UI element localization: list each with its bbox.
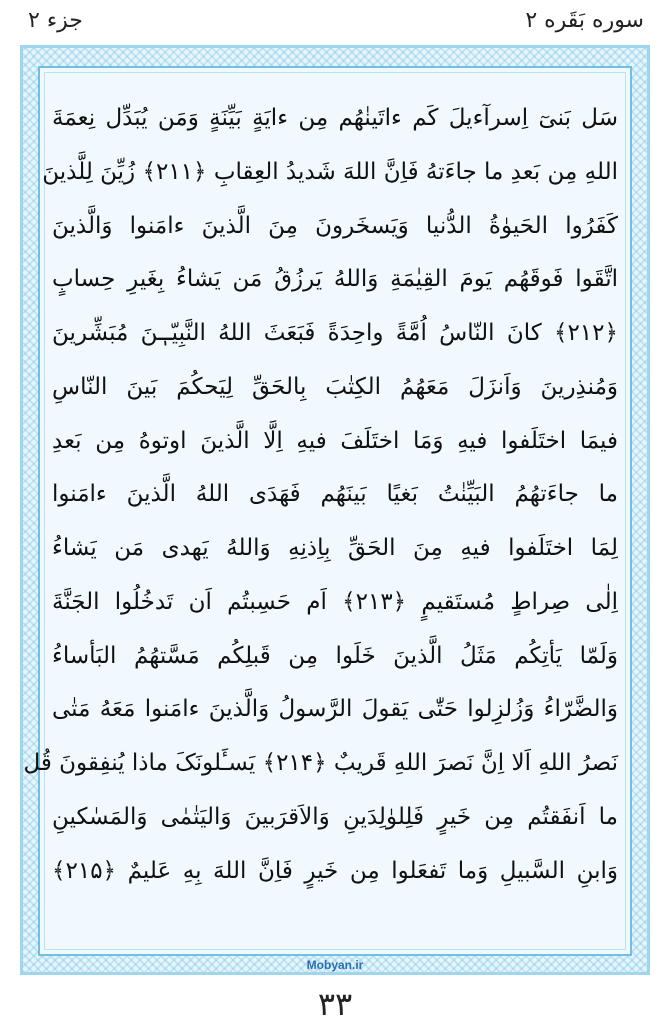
verse-line: اتَّقَوا فَوقَهُم یَومَ القِیٰمَةِ وَاللهُ یَرزُقُ مَن یَشاءُ بِغَیرِ حِسابٍ [52,266,618,293]
juz-label: جزء ۲ [28,8,83,33]
verse-line: ما اَنفَقتُم مِن خَیرٍ فَلِلوٰلِدَینِ وَالاَقرَبینَ وَالیَتٰمٰی وَالمَسٰکینِ [52,803,618,830]
verse-line: فیمَا اختَلَفوا فیهِ وَمَا اختَلَفَ فیهِ اِلَّا الَّذینَ اوتوهُ مِن بَعدِ [52,427,618,454]
verse-line: وَمُنذِرینَ وَاَنزَلَ مَعَهُمُ الکِتٰبَ بِالحَقِّ لِیَحکُمَ بَینَ النّاسِ [52,373,618,400]
verse-line: اللهِ مِن بَعدِ ما جاءَتهُ فَاِنَّ اللهَ شَدیدُ العِقابِ ﴿۲۱۱﴾ زُیِّنَ لِلَّذینَ [42,158,618,185]
verse-line: ﴿۲۱۲﴾ کانَ النّاسُ اُمَّةً واحِدَةً فَبَعَثَ اللهُ النَّبِیّـٖنَ مُبَشِّرینَ [52,320,618,346]
verse-line: سَل بَنیٓ اِسرآءیلَ کَم ءاتَینٰهُم مِن ءایَةٍ بَیِّنَةٍ وَمَن یُبَدِّل نِعمَةَ [52,105,618,131]
verse-line: ما جاءَتهُمُ البَیِّنٰتُ بَغیًا بَینَهُم فَهَدَی اللهُ الَّذینَ ءامَنوا [52,481,618,508]
surah-label: سوره بَقَره ۲ [525,8,644,33]
verse-line: وَلَمّا یَأتِکُم مَثَلُ الَّذینَ خَلَوا مِن قَبلِکُم مَسَّتهُمُ البَأساءُ [52,642,618,669]
verse-line: اِلٰی صِراطٍ مُستَقیمٍ ﴿۲۱۳﴾ اَم حَسِبتُم اَن تَدخُلُوا الجَنَّةَ [52,588,618,615]
verse-line: لِمَا اختَلَفوا فیهِ مِنَ الحَقِّ بِاِذنِهِ وَاللهُ یَهدی مَن یَشاءُ [52,535,618,561]
verse-line: کَفَرُوا الحَیوٰةُ الدُّنیا وَیَسخَرونَ مِنَ الَّذینَ ءامَنوا وَالَّذینَ [52,212,618,239]
page-number: ۳۳ [317,985,353,1023]
watermark-text: Mobyan.ir [306,958,364,972]
verse-line: نَصرُ اللهِ اَلا اِنَّ نَصرَ اللهِ قَریبٌ ﴿۲۱۴﴾ یَسـَٔلونَکَ ماذا یُنفِقونَ قُل [23,750,618,776]
page-header [0,0,670,45]
verse-line: وَابنِ السَّبیلِ وَما تَفعَلوا مِن خَیرٍ فَاِنَّ اللهَ بِهِ عَلیمٌ ﴿۲۱۵﴾ [52,857,618,884]
verse-line: وَالضَّرّاءُ وَزُلزِلوا حَتّٰی یَقولَ الرَّسولُ وَالَّذینَ ءامَنوا مَعَهُ مَتٰی [52,696,618,723]
verse-text-block [23,92,618,952]
